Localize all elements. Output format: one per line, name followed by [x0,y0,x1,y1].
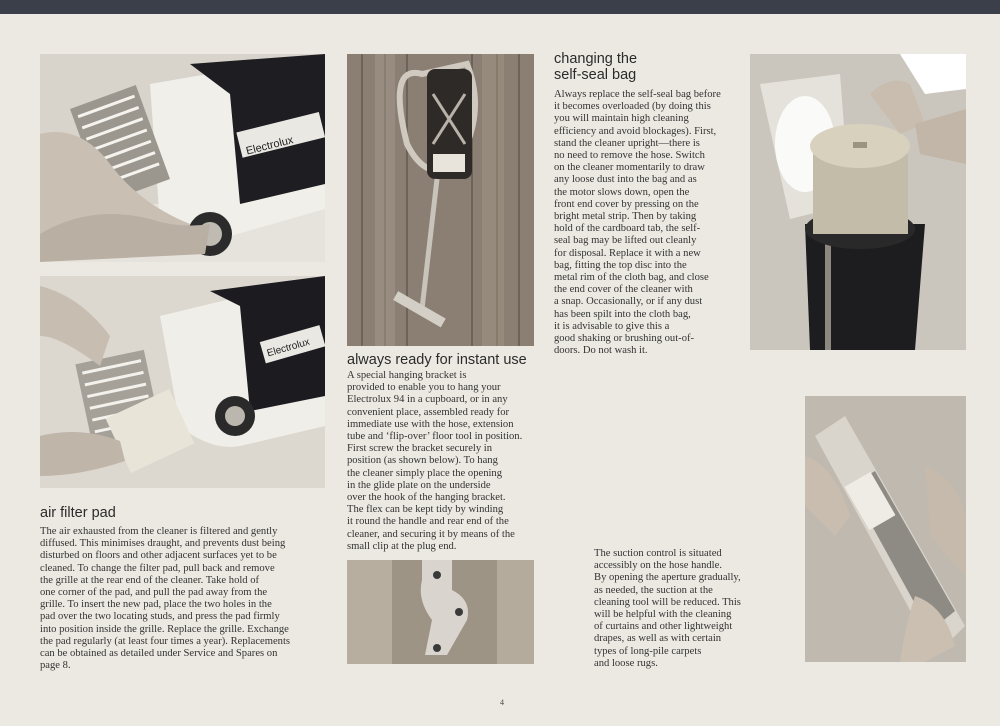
photo-hanging-bracket-graphic [347,560,534,664]
svg-text:Electrolux: Electrolux [265,336,312,360]
manual-page [0,14,1000,726]
photo-self-seal-bag-graphic [750,54,966,350]
air-filter-heading: air filter pad [40,505,116,521]
photo-filter-pad [40,276,325,488]
page-number: 4 [500,698,504,707]
always-ready-heading: always ready for instant use [347,352,527,368]
suction-control-body: The suction control is situated accessibly on the hose handle. By opening the aperture gradually, as needed, the suction at the cleaning tool will be reduced. This will be helpful with the cleaning of curtains and other lightweight drapes, as well as with certain types of long-pile carpets and loose rugs. [594,548,741,669]
photo-filter-pad-graphic [40,276,325,488]
always-ready-body: A special hanging bracket is provided to enable you to hang your Electrolux 94 in a cupboard, or in any convenient place, assembled ready for immediate use with the hose, extension tube and ‘flip-over’ floor tool in position. First screw the bracket securely in position (as shown below). To hang the cleaner simply place the opening in the glide plate on the underside over the hook of the hanging bracket. The flex can be kept tidy by winding it round the handle and rear end of the cleaner, and securing it by means of the small clip at the plug end. [347,370,523,552]
photo-hanging-cleaner [347,54,534,346]
photo-self-seal-bag [750,54,966,350]
self-seal-heading-line1: changing the [554,51,638,67]
photo-suction-control [805,396,966,662]
photo-remove-grille [40,54,325,262]
self-seal-body: Always replace the self-seal bag before it becomes overloaded (by doing this you will maintain high cleaning efficiency and avoid blockages). First, stand the cleaner upright—there is no need to remove the hose. Switch on the cleaner momentarily to draw any loose dust into the bag and as the motor slows down, open the front end cover by pressing on the bright metal strip. Then by taking hold of the cardboard tab, the self- seal bag may be lifted out cleanly for disposal. Replace it with a new bag, fitting the top disc into the metal rim of the cloth bag, and close the end cover of the cleaner with a snap. Occasionally, or if any dust has been spilt into the cloth bag, it is advisable to give this a good shaking or brushing out-of- doors. Do not wash it. [554,89,721,357]
self-seal-heading-line2: self-seal bag [554,67,637,83]
photo-remove-grille-graphic [40,54,325,262]
air-filter-body: The air exhausted from the cleaner is filtered and gently diffused. This minimises draught, and prevents dust being disturbed on floors and other adjacent surfaces yet to be cleaned. To change the filter pad, pull back and remove the grille at the rear end of the cleaner. Take hold of one corner of the pad, and pull the pad away from the grille. To insert the new pad, place the two holes in the pad over the two locating studs, and press the pad firmly into position inside the grille. Replace the grille. Exchange the pad regularly (at least four times a year). Replacements can be obtained as detailed under Service and Spares on page 8. [40,526,291,672]
self-seal-heading [554,51,637,83]
photo-hanging-bracket [347,560,534,664]
photo-hanging-cleaner-graphic [347,54,534,346]
svg-text:Electrolux: Electrolux [244,134,295,158]
photo-suction-control-graphic [805,396,966,662]
